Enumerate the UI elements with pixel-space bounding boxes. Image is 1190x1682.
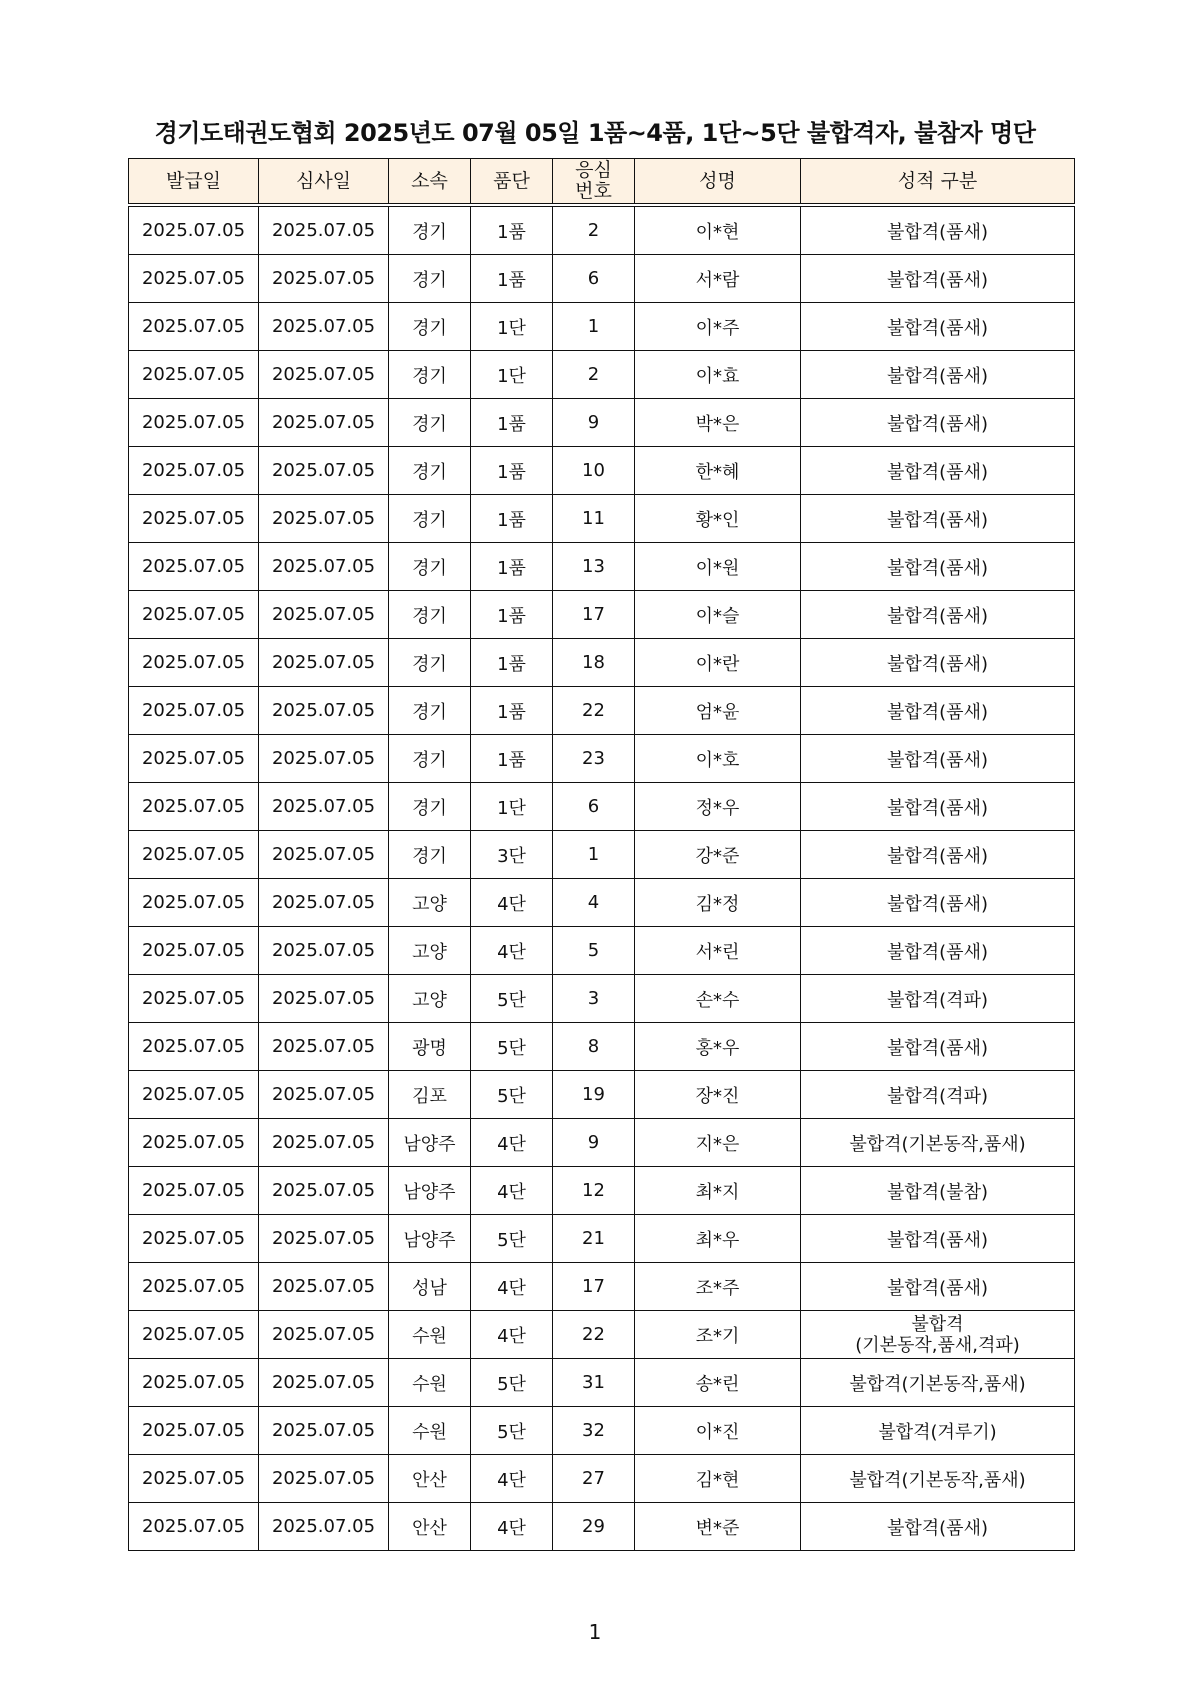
exam-number-cell: 6 [553, 783, 635, 831]
table-row [129, 831, 1075, 879]
table-row [129, 1311, 1075, 1359]
result-cell: 불합격(품새) [801, 735, 1075, 783]
issue-date-cell: 2025.07.05 [129, 831, 259, 879]
exam-date-cell: 2025.07.05 [259, 879, 389, 927]
exam-number-cell: 17 [553, 591, 635, 639]
result-cell: 불합격(품새) [801, 495, 1075, 543]
result-cell: 불합격(품새) [801, 255, 1075, 303]
result-cell: 불합격(품새) [801, 303, 1075, 351]
affiliation-cell: 김포 [389, 1071, 471, 1119]
issue-date-cell: 2025.07.05 [129, 495, 259, 543]
result-cell: 불합격(품새) [801, 447, 1075, 495]
name-cell: 황*인 [635, 495, 801, 543]
rank-cell: 5단 [471, 1071, 553, 1119]
exam-number-cell: 29 [553, 1503, 635, 1551]
exam-number-cell: 19 [553, 1071, 635, 1119]
result-cell: 불합격 (기본동작,품새,격파) [801, 1311, 1075, 1359]
exam-date-cell: 2025.07.05 [259, 591, 389, 639]
affiliation-cell: 경기 [389, 639, 471, 687]
rank-cell: 1단 [471, 783, 553, 831]
affiliation-cell: 경기 [389, 399, 471, 447]
affiliation-cell: 고양 [389, 927, 471, 975]
name-cell: 김*현 [635, 1455, 801, 1503]
rank-cell: 5단 [471, 1359, 553, 1407]
rank-cell: 4단 [471, 1167, 553, 1215]
exam-number-cell: 1 [553, 303, 635, 351]
issue-date-cell: 2025.07.05 [129, 255, 259, 303]
issue-date-cell: 2025.07.05 [129, 879, 259, 927]
name-cell: 엄*윤 [635, 687, 801, 735]
name-cell: 최*지 [635, 1167, 801, 1215]
table-row [129, 735, 1075, 783]
exam-date-cell: 2025.07.05 [259, 1023, 389, 1071]
exam-number-cell: 2 [553, 351, 635, 399]
name-cell: 김*정 [635, 879, 801, 927]
table-row [129, 1407, 1075, 1455]
exam-number-cell: 10 [553, 447, 635, 495]
exam-date-cell: 2025.07.05 [259, 1407, 389, 1455]
exam-number-cell: 6 [553, 255, 635, 303]
result-cell: 불합격(품새) [801, 1023, 1075, 1071]
name-cell: 송*린 [635, 1359, 801, 1407]
issue-date-cell: 2025.07.05 [129, 735, 259, 783]
result-cell: 불합격(품새) [801, 1263, 1075, 1311]
result-cell: 불합격(격파) [801, 975, 1075, 1023]
exam-number-cell: 12 [553, 1167, 635, 1215]
header-exam-number: 응심 번호 [553, 159, 635, 206]
exam-number-cell: 23 [553, 735, 635, 783]
exam-number-cell: 21 [553, 1215, 635, 1263]
rank-cell: 3단 [471, 831, 553, 879]
result-cell: 불합격(품새) [801, 591, 1075, 639]
header-rank: 품단 [471, 159, 553, 206]
table-body [129, 205, 1075, 1551]
exam-date-cell: 2025.07.05 [259, 831, 389, 879]
exam-date-cell: 2025.07.05 [259, 1071, 389, 1119]
rank-cell: 1품 [471, 591, 553, 639]
name-cell: 이*효 [635, 351, 801, 399]
exam-number-cell: 13 [553, 543, 635, 591]
name-cell: 강*준 [635, 831, 801, 879]
issue-date-cell: 2025.07.05 [129, 639, 259, 687]
table-row [129, 1071, 1075, 1119]
affiliation-cell: 경기 [389, 351, 471, 399]
name-cell: 한*혜 [635, 447, 801, 495]
exam-date-cell: 2025.07.05 [259, 783, 389, 831]
table-row [129, 639, 1075, 687]
rank-cell: 4단 [471, 879, 553, 927]
issue-date-cell: 2025.07.05 [129, 927, 259, 975]
exam-date-cell: 2025.07.05 [259, 1215, 389, 1263]
exam-date-cell: 2025.07.05 [259, 1263, 389, 1311]
exam-date-cell: 2025.07.05 [259, 1311, 389, 1359]
table-row [129, 927, 1075, 975]
result-cell: 불합격(겨루기) [801, 1407, 1075, 1455]
issue-date-cell: 2025.07.05 [129, 783, 259, 831]
name-cell: 손*수 [635, 975, 801, 1023]
affiliation-cell: 남양주 [389, 1215, 471, 1263]
table-row [129, 783, 1075, 831]
affiliation-cell: 안산 [389, 1455, 471, 1503]
name-cell: 서*린 [635, 927, 801, 975]
table-row [129, 687, 1075, 735]
name-cell: 이*주 [635, 303, 801, 351]
header-result: 성적 구분 [801, 159, 1075, 206]
header-name: 성명 [635, 159, 801, 206]
page-number: 1 [588, 1620, 602, 1644]
exam-number-cell: 3 [553, 975, 635, 1023]
table-header-row [129, 159, 1075, 206]
exam-number-cell: 22 [553, 687, 635, 735]
name-cell: 이*슬 [635, 591, 801, 639]
rank-cell: 1단 [471, 351, 553, 399]
rank-cell: 4단 [471, 1311, 553, 1359]
exam-number-cell: 32 [553, 1407, 635, 1455]
issue-date-cell: 2025.07.05 [129, 1215, 259, 1263]
affiliation-cell: 남양주 [389, 1119, 471, 1167]
rank-cell: 1품 [471, 399, 553, 447]
rank-cell: 1품 [471, 447, 553, 495]
table-row [129, 879, 1075, 927]
exam-date-cell: 2025.07.05 [259, 447, 389, 495]
rank-cell: 1품 [471, 639, 553, 687]
issue-date-cell: 2025.07.05 [129, 1071, 259, 1119]
affiliation-cell: 경기 [389, 543, 471, 591]
issue-date-cell: 2025.07.05 [129, 1311, 259, 1359]
header-issue-date: 발급일 [129, 159, 259, 206]
table-row [129, 591, 1075, 639]
name-cell: 장*진 [635, 1071, 801, 1119]
exam-date-cell: 2025.07.05 [259, 639, 389, 687]
page-title: 경기도태권도협회 2025년도 07월 05일 1품~4품, 1단~5단 불합격자, 불참자 명단 [154, 119, 1036, 147]
issue-date-cell: 2025.07.05 [129, 591, 259, 639]
table-row [129, 1455, 1075, 1503]
table-row [129, 1167, 1075, 1215]
rank-cell: 1단 [471, 303, 553, 351]
table-row [129, 399, 1075, 447]
result-cell: 불합격(기본동작,품새) [801, 1455, 1075, 1503]
result-cell: 불합격(격파) [801, 1071, 1075, 1119]
exam-number-cell: 17 [553, 1263, 635, 1311]
issue-date-cell: 2025.07.05 [129, 303, 259, 351]
exam-date-cell: 2025.07.05 [259, 255, 389, 303]
affiliation-cell: 경기 [389, 205, 471, 255]
rank-cell: 4단 [471, 1455, 553, 1503]
exam-date-cell: 2025.07.05 [259, 351, 389, 399]
name-cell: 최*우 [635, 1215, 801, 1263]
exam-number-cell: 27 [553, 1455, 635, 1503]
issue-date-cell: 2025.07.05 [129, 1167, 259, 1215]
exam-number-cell: 18 [553, 639, 635, 687]
table-row [129, 1023, 1075, 1071]
exam-number-cell: 5 [553, 927, 635, 975]
result-cell: 불합격(품새) [801, 879, 1075, 927]
table-row [129, 1359, 1075, 1407]
rank-cell: 1품 [471, 205, 553, 255]
rank-cell: 1품 [471, 255, 553, 303]
issue-date-cell: 2025.07.05 [129, 975, 259, 1023]
table-row [129, 1503, 1075, 1551]
table-row [129, 495, 1075, 543]
affiliation-cell: 성남 [389, 1263, 471, 1311]
exam-number-cell: 2 [553, 205, 635, 255]
affiliation-cell: 경기 [389, 687, 471, 735]
affiliation-cell: 경기 [389, 495, 471, 543]
result-cell: 불합격(기본동작,품새) [801, 1359, 1075, 1407]
exam-number-cell: 4 [553, 879, 635, 927]
exam-date-cell: 2025.07.05 [259, 975, 389, 1023]
rank-cell: 1품 [471, 735, 553, 783]
affiliation-cell: 안산 [389, 1503, 471, 1551]
name-cell: 이*원 [635, 543, 801, 591]
name-cell: 서*람 [635, 255, 801, 303]
table-row [129, 255, 1075, 303]
issue-date-cell: 2025.07.05 [129, 399, 259, 447]
result-cell: 불합격(품새) [801, 687, 1075, 735]
exam-date-cell: 2025.07.05 [259, 1119, 389, 1167]
result-cell: 불합격(기본동작,품새) [801, 1119, 1075, 1167]
name-cell: 박*은 [635, 399, 801, 447]
exam-number-cell: 11 [553, 495, 635, 543]
issue-date-cell: 2025.07.05 [129, 1263, 259, 1311]
exam-date-cell: 2025.07.05 [259, 1455, 389, 1503]
affiliation-cell: 수원 [389, 1359, 471, 1407]
rank-cell: 5단 [471, 975, 553, 1023]
rank-cell: 5단 [471, 1407, 553, 1455]
result-cell: 불합격(품새) [801, 205, 1075, 255]
table-row [129, 351, 1075, 399]
issue-date-cell: 2025.07.05 [129, 1455, 259, 1503]
header-exam-date: 심사일 [259, 159, 389, 206]
exam-date-cell: 2025.07.05 [259, 927, 389, 975]
rank-cell: 1품 [471, 543, 553, 591]
table-row [129, 205, 1075, 255]
affiliation-cell: 경기 [389, 831, 471, 879]
result-cell: 불합격(품새) [801, 1215, 1075, 1263]
issue-date-cell: 2025.07.05 [129, 687, 259, 735]
name-cell: 홍*우 [635, 1023, 801, 1071]
affiliation-cell: 고양 [389, 879, 471, 927]
rank-cell: 5단 [471, 1215, 553, 1263]
table-row [129, 1119, 1075, 1167]
name-cell: 조*주 [635, 1263, 801, 1311]
affiliation-cell: 수원 [389, 1407, 471, 1455]
issue-date-cell: 2025.07.05 [129, 1023, 259, 1071]
affiliation-cell: 남양주 [389, 1167, 471, 1215]
rank-cell: 4단 [471, 927, 553, 975]
name-cell: 이*호 [635, 735, 801, 783]
result-cell: 불합격(품새) [801, 351, 1075, 399]
affiliation-cell: 광명 [389, 1023, 471, 1071]
name-cell: 이*현 [635, 205, 801, 255]
exam-date-cell: 2025.07.05 [259, 1167, 389, 1215]
name-cell: 이*진 [635, 1407, 801, 1455]
affiliation-cell: 경기 [389, 783, 471, 831]
affiliation-cell: 고양 [389, 975, 471, 1023]
result-cell: 불합격(품새) [801, 1503, 1075, 1551]
exam-date-cell: 2025.07.05 [259, 543, 389, 591]
name-cell: 정*우 [635, 783, 801, 831]
rank-cell: 1품 [471, 687, 553, 735]
rank-cell: 4단 [471, 1119, 553, 1167]
exam-date-cell: 2025.07.05 [259, 1503, 389, 1551]
name-cell: 변*준 [635, 1503, 801, 1551]
exam-date-cell: 2025.07.05 [259, 735, 389, 783]
table-row [129, 303, 1075, 351]
rank-cell: 4단 [471, 1503, 553, 1551]
affiliation-cell: 경기 [389, 591, 471, 639]
exam-date-cell: 2025.07.05 [259, 687, 389, 735]
table-row [129, 1263, 1075, 1311]
issue-date-cell: 2025.07.05 [129, 1119, 259, 1167]
issue-date-cell: 2025.07.05 [129, 351, 259, 399]
table-row [129, 447, 1075, 495]
rank-cell: 4단 [471, 1263, 553, 1311]
table-row [129, 1215, 1075, 1263]
exam-number-cell: 1 [553, 831, 635, 879]
affiliation-cell: 경기 [389, 303, 471, 351]
table-row [129, 975, 1075, 1023]
result-cell: 불합격(품새) [801, 639, 1075, 687]
exam-date-cell: 2025.07.05 [259, 399, 389, 447]
exam-number-cell: 9 [553, 399, 635, 447]
issue-date-cell: 2025.07.05 [129, 543, 259, 591]
exam-date-cell: 2025.07.05 [259, 1359, 389, 1407]
rank-cell: 5단 [471, 1023, 553, 1071]
result-cell: 불합격(품새) [801, 543, 1075, 591]
rank-cell: 1품 [471, 495, 553, 543]
exam-number-cell: 31 [553, 1359, 635, 1407]
affiliation-cell: 경기 [389, 255, 471, 303]
issue-date-cell: 2025.07.05 [129, 1407, 259, 1455]
result-cell: 불합격(품새) [801, 927, 1075, 975]
issue-date-cell: 2025.07.05 [129, 447, 259, 495]
name-cell: 이*란 [635, 639, 801, 687]
exam-date-cell: 2025.07.05 [259, 495, 389, 543]
name-cell: 조*기 [635, 1311, 801, 1359]
result-cell: 불합격(품새) [801, 831, 1075, 879]
issue-date-cell: 2025.07.05 [129, 1503, 259, 1551]
result-cell: 불합격(불참) [801, 1167, 1075, 1215]
exam-number-cell: 8 [553, 1023, 635, 1071]
exam-date-cell: 2025.07.05 [259, 205, 389, 255]
header-affiliation: 소속 [389, 159, 471, 206]
name-cell: 지*은 [635, 1119, 801, 1167]
affiliation-cell: 수원 [389, 1311, 471, 1359]
exam-date-cell: 2025.07.05 [259, 303, 389, 351]
exam-number-cell: 22 [553, 1311, 635, 1359]
roster-table [128, 158, 1075, 1551]
result-cell: 불합격(품새) [801, 399, 1075, 447]
result-cell: 불합격(품새) [801, 783, 1075, 831]
affiliation-cell: 경기 [389, 735, 471, 783]
issue-date-cell: 2025.07.05 [129, 205, 259, 255]
exam-number-cell: 9 [553, 1119, 635, 1167]
affiliation-cell: 경기 [389, 447, 471, 495]
table-row [129, 543, 1075, 591]
issue-date-cell: 2025.07.05 [129, 1359, 259, 1407]
